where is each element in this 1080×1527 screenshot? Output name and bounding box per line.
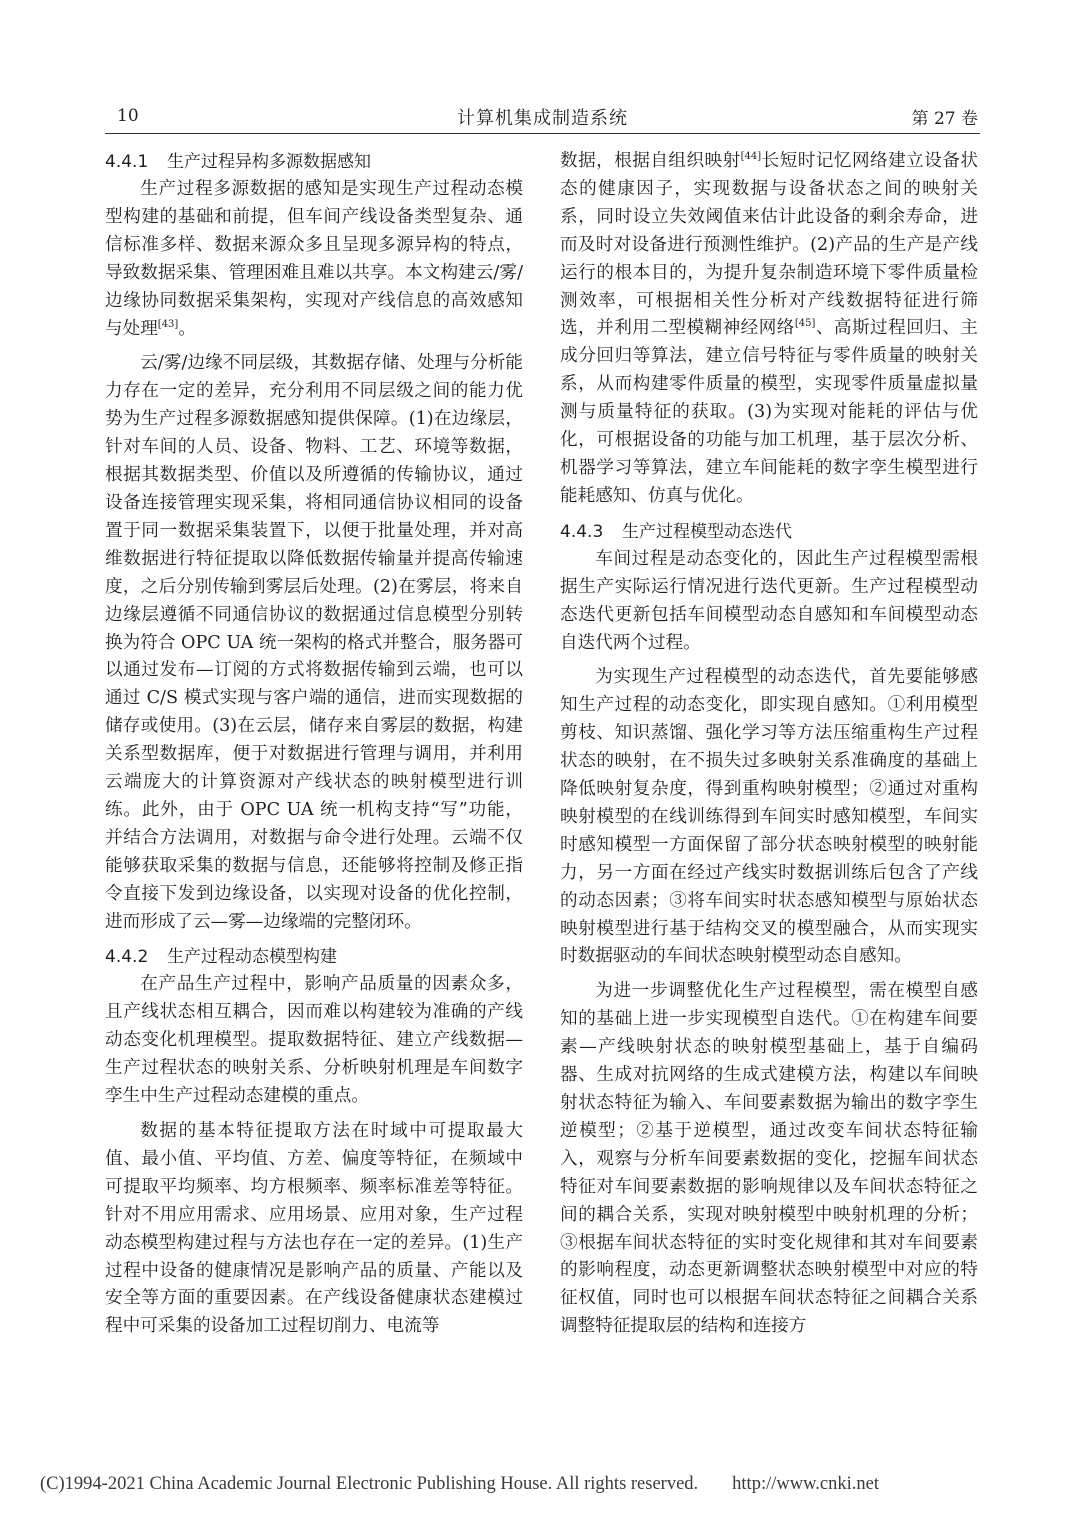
citation: [44] bbox=[740, 151, 762, 163]
paragraph: 在产品生产过程中，影响产品质量的因素众多，且产线状态相互耦合，因而难以构建较为准确的产线动态变化机理模型。提取数据特征、建立产线数据—生产过程状态的映射关系、分析映射机理是车间数字孪生中生产过程动态建模的重点。 bbox=[105, 974, 523, 1107]
running-header bbox=[105, 104, 980, 130]
paragraph: 为进一步调整优化生产过程模型，需在模型自感知的基础上进一步实现模型自迭代。①在构建车间要素—产线映射状态的映射模型基础上，基于自编码器、生成对抗网络的生成式建模方法，构建以车间映射状态特征为输入、车间要素数据为输出的数字孪生逆模型；②基于逆模型，通过改变车间状态特征输入，观察与分析车间要素数据的变化，挖掘车间状态特征对车间要素数据的影响规律以及车间状态特征之间的耦合关系，实现对映射模型中映射机理的分析；③根据车间状态特征的实时变化规律和其对车间要素的影响程度，动态更新调整状态映射模型中对应的特征权值，同时也可以根据车间状态特征之间耦合关系调整特征提取层的结构和连接方 bbox=[560, 981, 978, 1337]
citation: [45] bbox=[794, 318, 816, 330]
left-column bbox=[105, 148, 523, 1348]
cnki-link[interactable]: http://www.cnki.net bbox=[732, 1474, 879, 1494]
copyright-text: (C)1994-2021 China Academic Journal Electronic Publishing House. All rights reserved. bbox=[40, 1474, 699, 1494]
citation: [43] bbox=[157, 318, 179, 330]
section-number: 4.4.2 bbox=[105, 947, 149, 968]
paragraph-text: 长短时记忆网络建立设备状态的健康因子，实现数据与设备状态之间的映射关系，同时设立失效阈值来估计此设备的剩余寿命，进而及时对设备进行预测性维护。(2)产品的生产是产线运行的根本目的，为提升复杂制造环境下零件质量检测效率，可根据相关性分析对产线数据特征进行筛选，并利用二型模糊神经网络 bbox=[560, 151, 978, 339]
header-rule bbox=[105, 133, 980, 134]
copyright-footer bbox=[40, 1474, 879, 1495]
section-title: 生产过程异构多源数据感知 bbox=[167, 152, 371, 172]
section-number: 4.4.1 bbox=[105, 152, 149, 172]
paragraph: 云/雾/边缘不同层级，其数据存储、处理与分析能力存在一定的差异，充分利用不同层级之间的能力优势为生产过程多源数据感知提供保障。(1)在边缘层，针对车间的人员、设备、物料、工艺、环境等数据，根据其数据类型、价值以及所遵循的传输协议，通过设备连接管理实现采集，将相同通信协议相同的设备置于同一数据采集装置下，以便于批量处理，并对高维数据进行特征提取以降低数据传输量并提高传输速度，之后分别传输到雾层后处理。(2)在雾层，将来自边缘层遵循不同通信协议的数据通过信息模型分别转换为符合 OPC UA 统一架构的格式并整合，服务器可以通过发布—订阅的方式将数据传输到云端，也可以通过 C/S 模式实现与客户端的通信，进而实现数据的储存或使用。(3)在云层，储存来自雾层的数据，构建关系型数据库，便于对数据进行管理与调用，并利用云端庞大的计算资源对产线状态的映射模型进行训练。此外，由于 OPC UA 统一机构支持“写”功能，并结合方法调用，对数据与命令进行处理。云端不仅能够获取采集的数据与信息，还能够将控制及修正指令直接下发到边缘设备，以实现对设备的优化控制，进而形成了云—雾—边缘端的完整闭环。 bbox=[105, 353, 523, 932]
paragraph-continued bbox=[560, 148, 978, 511]
section-heading-4-4-3 bbox=[560, 518, 978, 546]
paragraph-text: 数据，根据自组织映射 bbox=[560, 151, 741, 171]
paragraph-text: 、高斯过程回归、主成分回归等算法，建立信号特征与零件质量的映射关系，从而构建零件质量的模型，实现零件质量虚拟量测与质量特征的获取。(3)为实现对能耗的评估与优化，可根据设备的功能与加工机理，基于层次分析、机器学习等算法，建立车间能耗的数字孪生模型进行能耗感知、仿真与优化。 bbox=[560, 318, 978, 506]
page-number: 10 bbox=[117, 106, 139, 126]
paragraph: 为实现生产过程模型的动态迭代，首先要能够感知生产过程的动态变化，即实现自感知。①利用模型剪枝、知识蒸馏、强化学习等方法压缩重构生产过程状态的映射，在不损失过多映射关系准确度的基础上降低映射复杂度，得到重构映射模型；②通过对重构映射模型的在线训练得到车间实时感知模型，车间实时感知模型一方面保留了部分状态映射模型的映射能力，另一方面在经过产线实时数据训练后包含了产线的动态因素；③将车间实时状态感知模型与原始状态映射模型进行基于结构交叉的模型融合，从而实现实时数据驱动的车间状态映射模型动态自感知。 bbox=[560, 667, 978, 967]
paragraph-text: 。 bbox=[178, 318, 196, 339]
section-title: 生产过程模型动态迭代 bbox=[622, 521, 792, 542]
section-heading-4-4-2 bbox=[105, 943, 523, 971]
paragraph: 数据的基本特征提取方法在时域中可提取最大值、最小值、平均值、方差、偏度等特征，在频域中可提取平均频率、均方根频率、频率标准差等特征。针对不用应用需求、应用场景、应用对象，生产过程动态模型构建过程与方法也存在一定的差异。(1)生产过程中设备的健康情况是影响产品的质量、产能以及安全等方面的重要因素。在产线设备健康状态建模过程中可采集的设备加工过程切削力、电流等 bbox=[105, 1121, 523, 1337]
section-title: 生产过程动态模型构建 bbox=[167, 947, 337, 968]
right-column bbox=[560, 148, 978, 1348]
volume-label: 第 27 卷 bbox=[911, 109, 978, 129]
paragraph-text: 生产过程多源数据的感知是实现生产过程动态模型构建的基础和前提，但车间产线设备类型复杂、通信标准多样、数据来源众多且呈现多源异构的特点，导致数据采集、管理困难且难以共享。本文构建云/雾/边缘协同数据采集架构，实现对产线信息的高效感知与处理 bbox=[105, 179, 523, 339]
section-heading-4-4-1 bbox=[105, 148, 523, 176]
paragraph: 车间过程是动态变化的，因此生产过程模型需根据生产实际运行情况进行迭代更新。生产过程模型动态迭代更新包括车间模型动态自感知和车间模型动态自迭代两个过程。 bbox=[560, 548, 978, 653]
journal-title: 计算机集成制造系统 bbox=[457, 108, 628, 129]
section-number: 4.4.3 bbox=[560, 521, 604, 542]
paragraph bbox=[105, 176, 523, 343]
